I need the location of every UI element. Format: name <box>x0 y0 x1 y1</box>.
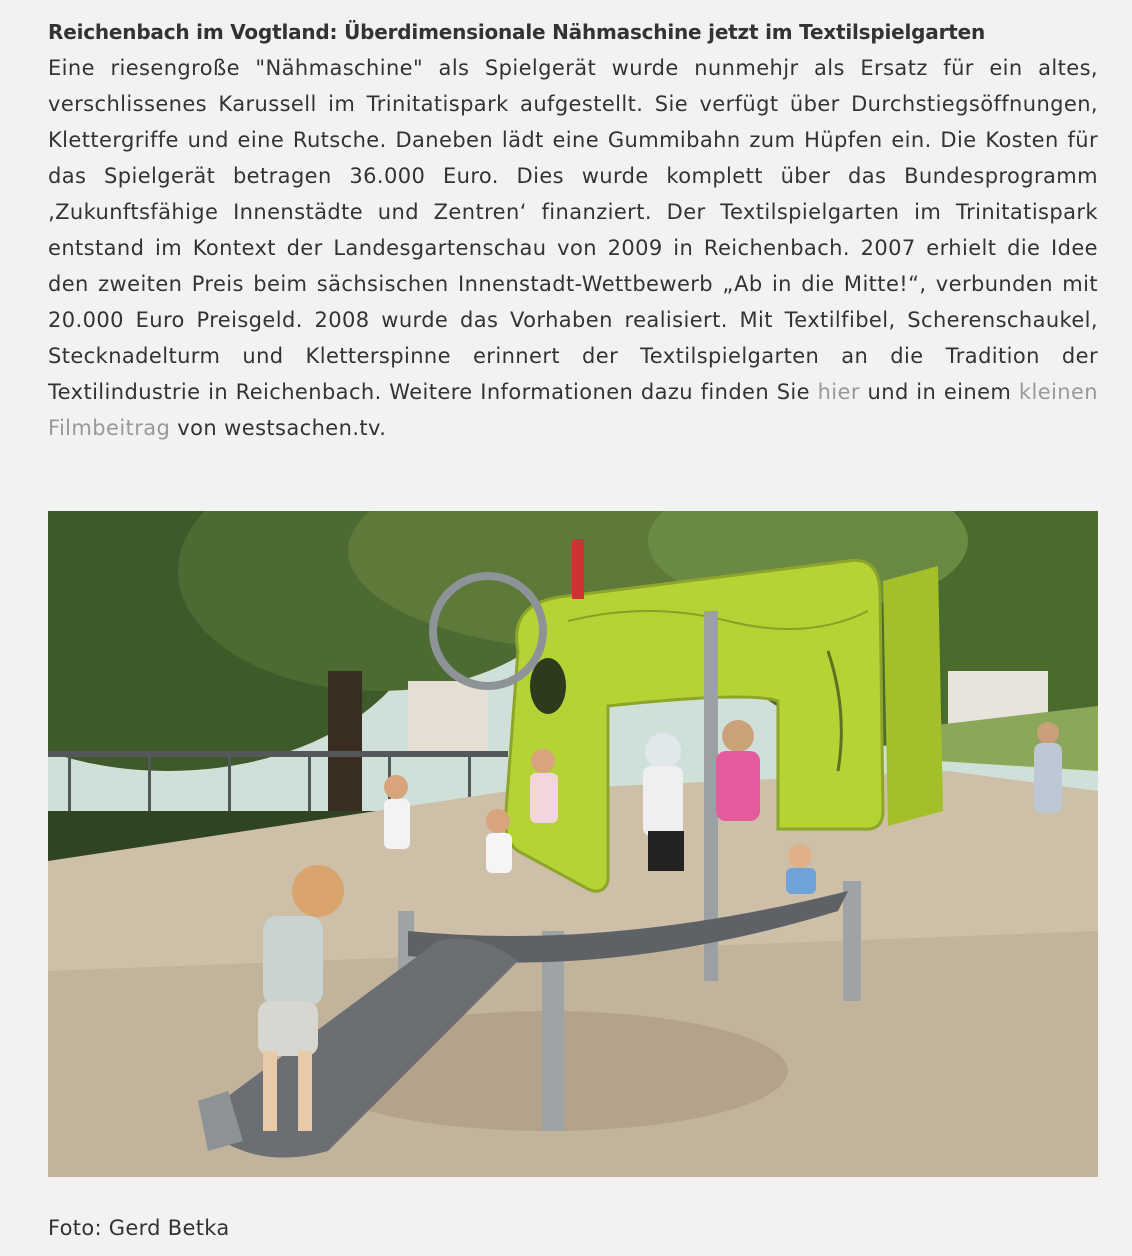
body-text-end: von westsachen.tv. <box>170 416 387 440</box>
link-kleinen-filmbeitrag[interactable]: kleinen Filmbeitrag <box>48 380 1098 440</box>
photo-caption: Foto: Gerd Betka <box>48 1216 230 1240</box>
link-hier[interactable]: hier <box>817 380 860 404</box>
playground-photo <box>48 511 1098 1177</box>
body-text-between: und in einem <box>859 380 1019 404</box>
article-title: Reichenbach im Vogtland: Überdimensionale Nähmaschine jetzt im Textilspielgarten <box>48 20 986 44</box>
article-body <box>48 50 1098 446</box>
body-text-main: Eine riesengroße "Nähmaschine" als Spielgerät wurde nunmehjr als Ersatz für ein altes, verschlissenes Karussell im Trinitatispark aufgestellt. Sie verfügt über Durchstiegsöffnungen, Klettergriffe und eine Rutsche. Daneben lädt eine Gummibahn zum Hüpfen ein. Die Kosten für das Spielgerät betragen 36.000 Euro. Dies wurde komplett über das Bundesprogramm ‚Zukunftsfähige Innenstädte und Zentren‘ finanziert. Der Textilspielgarten im Trinitatispark entstand im Kontext der Landesgartenschau von 2009 in Reichenbach. 2007 erhielt die Idee den zweiten Preis beim sächsischen Innenstadt-Wettbewerb „Ab in die Mitte!“, verbunden mit 20.000 Euro Preisgeld. 2008 wurde das Vorhaben realisiert. Mit Textilfibel, Scherenschaukel, Stecknadelturm und Kletterspinne erinnert der Textilspielgarten an die Tradition der Textilindustrie in Reichenbach. Weitere Informationen dazu finden Sie <box>48 56 1098 404</box>
article <box>48 14 1098 446</box>
playground-photo-illustration <box>48 511 1098 1177</box>
